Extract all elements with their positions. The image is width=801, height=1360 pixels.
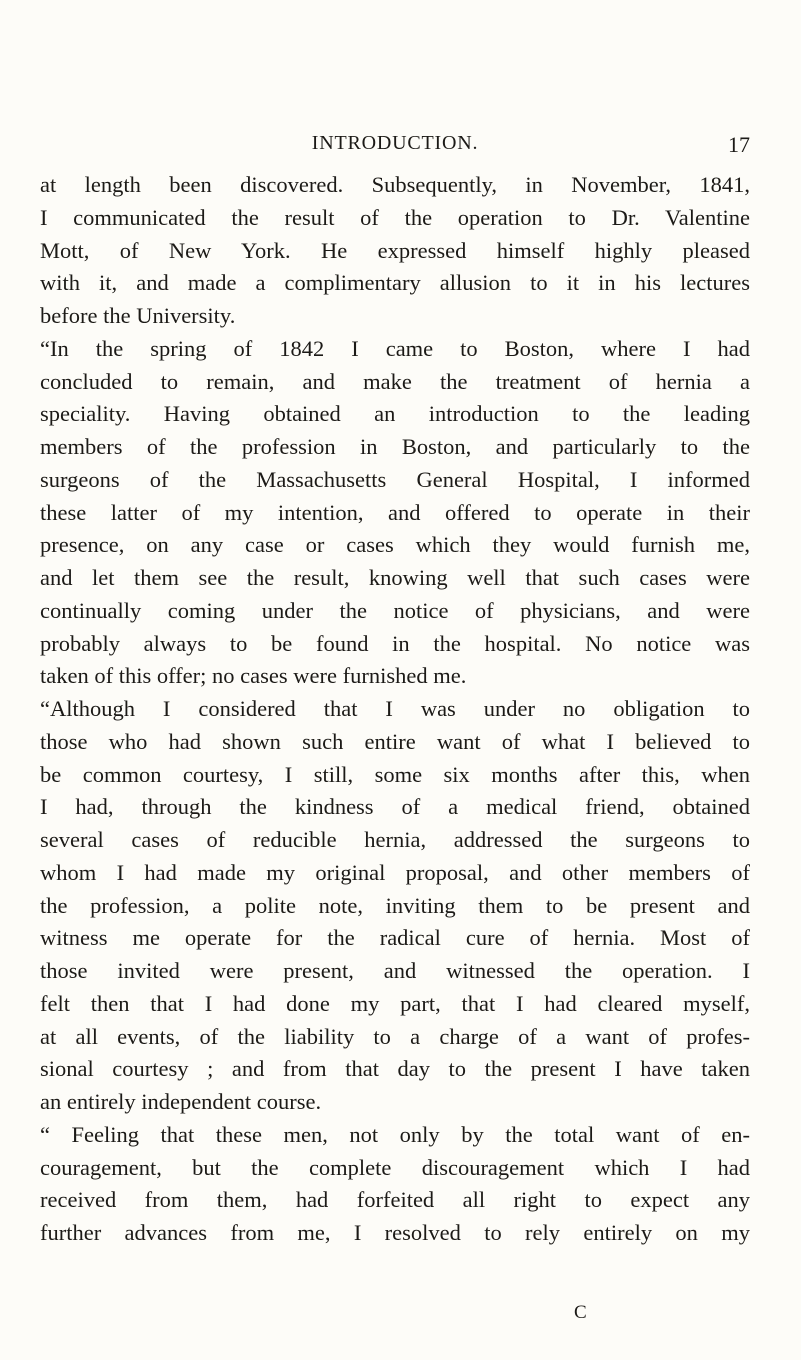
text-line: surgeons of the Massachusetts General Hospital, I informed [40,466,750,492]
signature-mark: C [574,1302,587,1323]
text-line: sional courtesy ; and from that day to the present I have taken [40,1056,750,1082]
page-number: 17 [728,132,750,157]
text-line: the profession, a polite note, inviting them to be present and [40,892,750,918]
text-line: at all events, of the liability to a charge of a want of profes- [40,1023,750,1049]
text-line: those invited were present, and witnessed the operation. I [40,958,750,983]
text-line: before the University. [40,303,236,328]
text-line: I had, through the kindness of a medical friend, obtained [40,794,750,820]
text-line: “Although I considered that I was under no obligation to [40,696,750,721]
text-line: concluded to remain, and make the treatment of hernia a [40,368,750,394]
text-line: received from them, had forfeited all right to expect any [40,1187,750,1213]
text-line: at length been discovered. Subsequently, in November, 1841, [40,172,750,197]
text-line: whom I had made my original proposal, and other members of [40,859,750,885]
text-line: Mott, of New York. He expressed himself highly pleased [40,237,750,263]
text-line: with it, and made a complimentary allusion to it in his lectures [40,270,750,296]
text-line: presence, on any case or cases which they would furnish me, [40,532,750,558]
text-line: be common courtesy, I still, some six months after this, when [40,761,750,787]
text-line: and let them see the result, knowing well that such cases were [40,565,750,590]
text-line: members of the profession in Boston, and particularly to the [40,434,750,459]
text-line: several cases of reducible hernia, addressed the surgeons to [40,827,750,852]
text-line: felt then that I had done my part, that I had cleared myself, [40,990,750,1016]
text-line: those who had shown such entire want of what I believed to [40,728,750,754]
running-title: INTRODUCTION. [311,132,479,154]
text-line: “ Feeling that these men, not only by the total want of en- [40,1121,750,1147]
text-line: I communicated the result of the operation to Dr. Valentine [40,204,750,230]
text-line: continually coming under the notice of physicians, and were [40,597,750,623]
text-line: these latter of my intention, and offered to operate in their [40,499,750,525]
text-line: “In the spring of 1842 I came to Boston, where I had [40,335,750,361]
text-line: taken of this offer; no cases were furnished me. [40,663,467,689]
text-line: witness me operate for the radical cure of hernia. Most of [40,925,750,951]
text-line: an entirely independent course. [40,1089,322,1114]
text-line: probably always to be found in the hospital. No notice was [40,630,750,656]
body-text [40,169,750,1250]
text-line: further advances from me, I resolved to rely entirely on my [40,1220,750,1245]
text-line: speciality. Having obtained an introduction to the leading [40,401,750,427]
text-line: couragement, but the complete discouragement which I had [40,1154,750,1180]
running-head [40,130,750,160]
